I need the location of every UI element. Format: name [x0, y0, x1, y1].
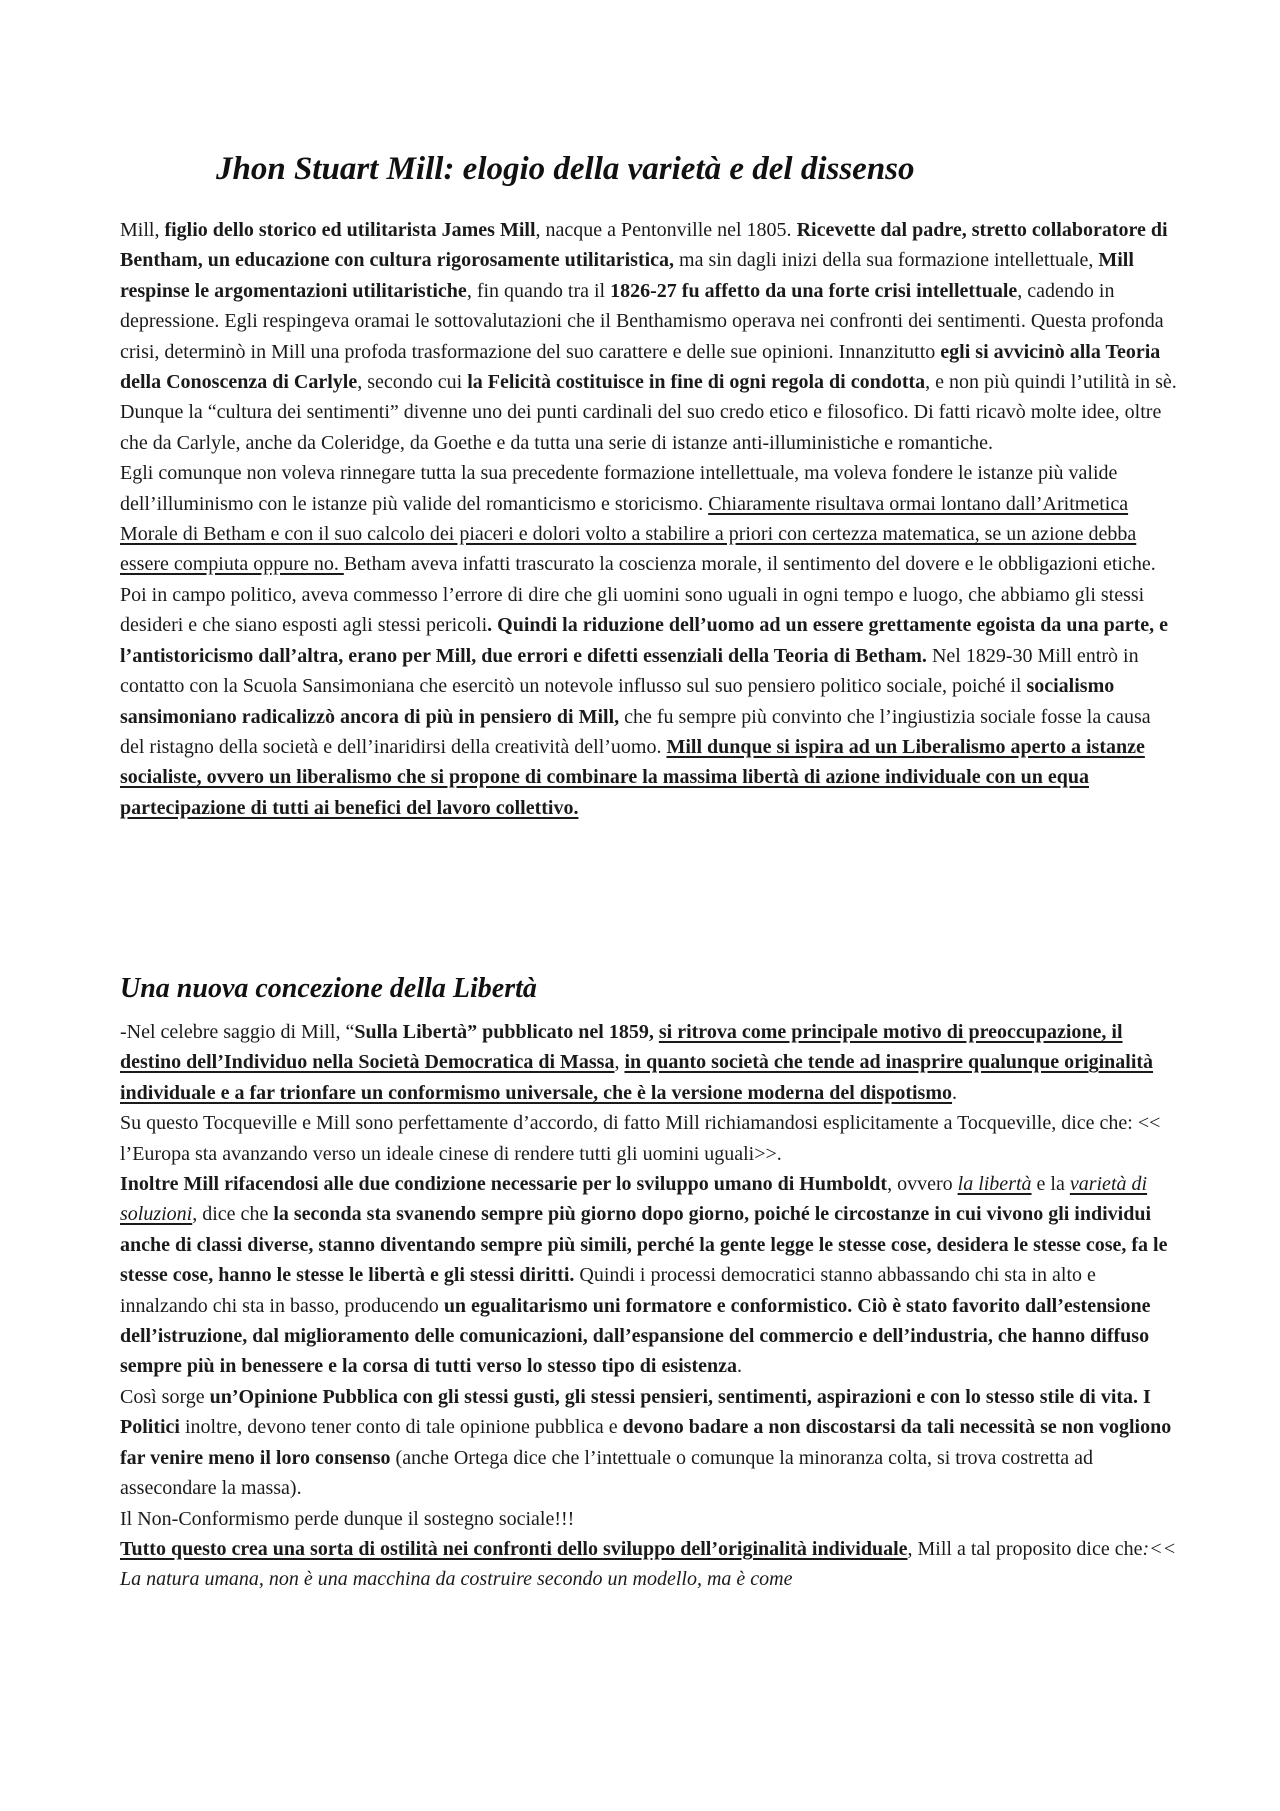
text-run: Mill, [120, 219, 165, 241]
text-run: ma sin dagli inizi della sua formazione intellettuale, [674, 249, 1099, 272]
text-run: , e non più quindi l’utilità in sè. Dunque la “cultura dei sentimenti” divenne uno dei punti cardinali del suo credo etico e filosofico. Di fatti ricavò molte idee, oltre che da Carlyle, anche da Coleridge, da Goethe e da tutta una serie di istanze anti-illuministiche e romantiche. [120, 371, 1177, 454]
section-heading: Una nuova concezione della Libertà [120, 973, 537, 1004]
underlined-run: Chiaramente risultava ormai lontano dall’Aritmetica Morale di Betham e con il suo calcolo dei piaceri e dolori volto a stabilire a priori con certezza matematica, se un azione debba essere compiuta oppure no. [120, 492, 1137, 576]
bold-run: la seconda sta svanendo sempre più giorno dopo giorno, poiché le circostanze in cui vivono gli individui anche di classi diverse, stanno diventando sempre più simili, perché la gente legge le stesse cose, desidera le stesse cose, fa le stesse cose, hanno le stesse le libertà e gli stessi diritti. [120, 1203, 1168, 1287]
bold-underlined-run [120, 1538, 908, 1560]
bold-run: Ricevette dal padre, stretto collaboratore di Bentham, un educazione con cultura rigorosamente utilitaristica, [120, 219, 1168, 272]
bold-run: un egualitarismo uni formatore e conformistico. Ciò è stato favorito dall’estensione dell’istruzione, dal miglioramento delle comunicazioni, dall’espansione del commercio e dell’industria, che hanno diffuso sempre più in benessere e la corsa di tutti verso lo stesso tipo di esistenza [120, 1294, 1151, 1378]
underlined-run: varietà di soluzioni [120, 1173, 1148, 1226]
text-run: , Mill a tal proposito dice che [907, 1537, 1143, 1560]
text-run: . [952, 1081, 958, 1104]
bold-run: Mill respinse le argomentazioni utilitaristiche [120, 249, 1134, 302]
text-run: Così sorge [120, 1385, 210, 1408]
bold-run: socialismo sansimoniano radicalizzò ancora di più in pensiero di Mill, [120, 675, 1115, 728]
document-title: Jhon Stuart Mill: elogio della varietà e del dissenso [216, 151, 915, 187]
bold-run: I [120, 1173, 128, 1196]
underlined-run: la libertà [957, 1173, 1032, 1196]
text-run: , dice che [192, 1203, 274, 1226]
text-run: -Nel celebre saggio di Mill, “ [120, 1021, 355, 1043]
bold-run: noltre Mill rifacendosi alle due condizione necessarie per lo sviluppo umano di Humboldt [127, 1173, 888, 1196]
italic-run: :<< La natura umana, non è una macchina da costruire secondo un modello, ma è come [120, 1537, 1177, 1591]
text-run: Betham aveva infatti trascurato la coscienza morale, il sentimento del dovere e le obbligazioni etiche. Poi in campo politico, aveva commesso l’errore di dire che gli uomini sono uguali in ogni tempo e luogo, che abbiamo gli stessi desideri e che siano esposti agli stessi pericoli [120, 553, 1156, 637]
text-run: Nel 1829-30 Mill entrò in contatto con la Scuola Sansimoniana che esercitò un notevole influsso sul suo pensiero politico sociale, poiché il [120, 644, 1139, 698]
text-run: , [614, 1051, 625, 1074]
text-run: che fu sempre più convinto che l’ingiustizia sociale fosse la causa del ristagno della società e dell’inaridirsi della creatività dell’uomo. [120, 705, 1151, 758]
text-run: , fin quando tra il [466, 279, 611, 302]
text-run: . [737, 1355, 743, 1378]
paragraph-liberty [120, 1017, 1180, 1595]
text-run: , secondo cui [357, 371, 468, 394]
bold-run: devono badare a non discostarsi da tali necessità se non vogliono far venire meno il loro consenso [120, 1416, 1172, 1469]
underlined-run: si ritrova come principale motivo di preoccupazione, il destino dell’Individuo nella Società Democratica di Massa [120, 1021, 1123, 1074]
text-run: Quindi i processi democratici stanno abbassando chi sta in alto e innalzando chi sta in basso, producendo [120, 1264, 1096, 1317]
bold-run: la Felicità costituisce in fine di ogni regola di condotta [467, 371, 926, 394]
bold-run: . Quindi la riduzione dell’uomo ad un essere grettamente egoista da una parte, e l’antistoricismo dall’altra, erano per Mill, due errori e difetti essenziali della Teoria di Betham. [120, 614, 1169, 667]
bold-run: un’Opinione Pubblica con gli stessi gusti, gli stessi pensieri, sentimenti, aspirazioni e con lo stesso stile di vita. I Politici [120, 1385, 1151, 1439]
text-run: Su questo Tocqueville e Mill sono perfettamente d’accordo, di fatto Mill richiamandosi esplicitamente a Tocqueville, dice che: << l’Europa sta avanzando verso un ideale cinese di rendere tutti gli uomini uguali>>. [120, 1112, 1161, 1165]
text-run: (anche Ortega dice che l’intettuale o comunque la minoranza colta, si trova costretta ad assecondare la massa). [120, 1446, 1094, 1500]
underlined-run: Mill dunque si ispira ad un Liberalismo aperto a istanze socialiste, ovvero un liberalismo che si propone di combinare la massima libertà di azione individuale con un equa partecipazione di tutti ai benefici del lavoro collettivo. [120, 735, 1145, 819]
underlined-run: in quanto società che tende ad inasprire qualunque originalità individuale e a far trionfare un conformismo universale, che è la versione moderna del dispotismo [120, 1051, 1154, 1104]
text-run: , nacque a Pentonville nel 1805. [535, 219, 797, 241]
bold-run: figlio dello storico ed utilitarista James Mill [164, 219, 536, 241]
bold-run: egli si avvicinò alla Teoria della Conoscenza di Carlyle [120, 340, 1161, 394]
text-run: Egli comunque non voleva rinnegare tutta la sua precedente formazione intellettuale, ma voleva fondere le istanze più valide dell’illuminismo con le istanze più valide del romanticismo e storicismo. [120, 462, 1118, 515]
paragraph-biography [120, 215, 1180, 823]
text-run: , cadendo in depressione. Egli respingeva oramai le sottovalutazioni che il Benthamismo operava nei confronti dei sentimenti. Questa profonda crisi, determinò in Mill una profoda trasformazione del suo carattere e delle sue opinioni. Innanzitutto [120, 279, 1164, 363]
text-run: , ovvero [887, 1173, 958, 1196]
italic-underlined-run [958, 1173, 1032, 1195]
bold-run: Sulla Libertà” pubblicato nel 1859, [354, 1021, 654, 1043]
text-run: e la [1031, 1173, 1070, 1196]
text-run: Il Non-Conformismo perde dunque il sostegno sociale!!! [120, 1507, 575, 1530]
bold-run: 1826-27 fu affetto da una forte crisi intellettuale [610, 279, 1018, 302]
text-run: inoltre, devono tener conto di tale opinione pubblica e [179, 1416, 623, 1439]
underlined-run: Tutto questo crea una sorta di ostilità nei confronti dello sviluppo dell’originalità individuale [120, 1537, 908, 1560]
